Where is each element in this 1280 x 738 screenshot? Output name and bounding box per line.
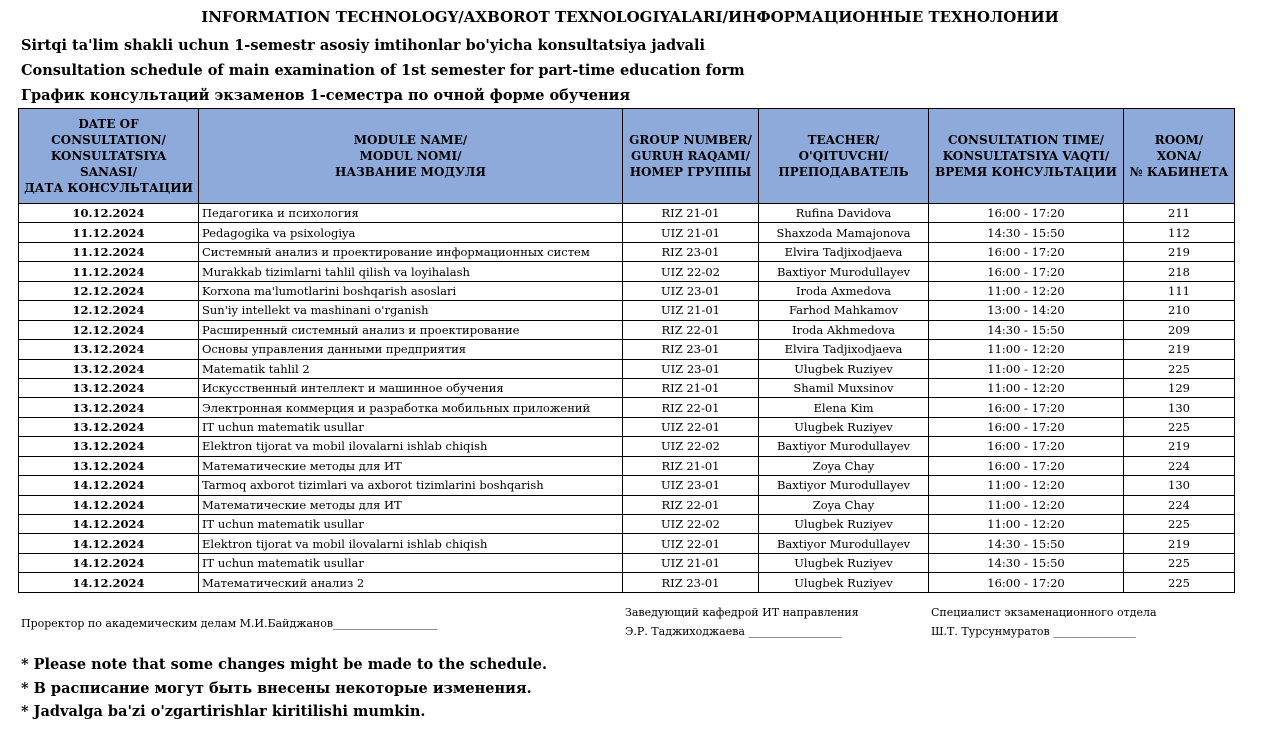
table-row bbox=[19, 534, 1235, 553]
header-line: ROOM/ bbox=[1154, 133, 1204, 147]
cell-time: 14:30 - 15:50 bbox=[929, 223, 1124, 242]
cell-room: 225 bbox=[1124, 417, 1235, 436]
cell-teacher: Shaxzoda Mamajonova bbox=[759, 223, 929, 242]
subtitle-ru: График консультаций экзаменов 1-семестра по очной форме обучения bbox=[21, 87, 631, 104]
cell-module: Искусственный интеллект и машинное обучения bbox=[199, 378, 623, 397]
cell-room: 225 bbox=[1124, 553, 1235, 572]
prorector-signature: Проректор по академическим делам М.И.Байджанов___________________ bbox=[21, 617, 438, 630]
table-row bbox=[19, 340, 1235, 359]
cell-module: Matematik tahlil 2 bbox=[199, 359, 623, 378]
header-line: ДАТА КОНСУЛЬТАЦИИ bbox=[24, 181, 193, 195]
cell-module: Murakkab tizimlarni tahlil qilish va loyihalash bbox=[199, 262, 623, 281]
cell-module: Elektron tijorat va mobil ilovalarni ishlab chiqish bbox=[199, 437, 623, 456]
cell-teacher: Elvira Tadjixodjaeva bbox=[759, 340, 929, 359]
table-row bbox=[19, 281, 1235, 300]
cell-date: 12.12.2024 bbox=[19, 281, 199, 300]
cell-module: IT uchun matematik usullar bbox=[199, 417, 623, 436]
table-row bbox=[19, 573, 1235, 592]
cell-room: 130 bbox=[1124, 398, 1235, 417]
cell-date: 10.12.2024 bbox=[19, 204, 199, 223]
cell-teacher: Iroda Akhmedova bbox=[759, 320, 929, 339]
cell-time: 16:00 - 17:20 bbox=[929, 437, 1124, 456]
cell-date: 13.12.2024 bbox=[19, 398, 199, 417]
table-row bbox=[19, 398, 1235, 417]
header-line: MODULE NAME/ bbox=[353, 133, 468, 147]
cell-time: 11:00 - 12:20 bbox=[929, 281, 1124, 300]
header-line: TEACHER/ bbox=[807, 133, 880, 147]
cell-group: RIZ 23-01 bbox=[623, 242, 759, 261]
cell-group: UIZ 22-02 bbox=[623, 437, 759, 456]
cell-module: Расширенный системный анализ и проектирование bbox=[199, 320, 623, 339]
table-row bbox=[19, 553, 1235, 572]
cell-group: UIZ 22-01 bbox=[623, 534, 759, 553]
schedule-table bbox=[18, 108, 1235, 593]
header-line: CONSULTATION TIME/ bbox=[948, 133, 1104, 147]
cell-room: 225 bbox=[1124, 573, 1235, 592]
cell-teacher: Ulugbek Ruziyev bbox=[759, 573, 929, 592]
cell-time: 16:00 - 17:20 bbox=[929, 573, 1124, 592]
cell-date: 13.12.2024 bbox=[19, 378, 199, 397]
cell-date: 11.12.2024 bbox=[19, 262, 199, 281]
cell-group: RIZ 22-01 bbox=[623, 320, 759, 339]
cell-date: 13.12.2024 bbox=[19, 456, 199, 475]
cell-teacher: Ulugbek Ruziyev bbox=[759, 417, 929, 436]
cell-date: 14.12.2024 bbox=[19, 553, 199, 572]
subtitle-uz: Sirtqi ta'lim shakli uchun 1-semestr asosiy imtihonlar bo'yicha konsultatsiya jadvali bbox=[21, 37, 706, 54]
cell-teacher: Zoya Chay bbox=[759, 495, 929, 514]
cell-teacher: Farhod Mahkamov bbox=[759, 301, 929, 320]
cell-time: 14:30 - 15:50 bbox=[929, 320, 1124, 339]
cell-time: 11:00 - 12:20 bbox=[929, 495, 1124, 514]
cell-teacher: Elvira Tadjixodjaeva bbox=[759, 242, 929, 261]
cell-date: 14.12.2024 bbox=[19, 476, 199, 495]
cell-time: 13:00 - 14:20 bbox=[929, 301, 1124, 320]
cell-time: 11:00 - 12:20 bbox=[929, 378, 1124, 397]
header-line: ПРЕПОДАВАТЕЛЬ bbox=[778, 165, 909, 179]
cell-group: UIZ 23-01 bbox=[623, 476, 759, 495]
cell-time: 16:00 - 17:20 bbox=[929, 262, 1124, 281]
cell-time: 11:00 - 12:20 bbox=[929, 359, 1124, 378]
table-row bbox=[19, 515, 1235, 534]
header-line: № КАБИНЕТА bbox=[1129, 165, 1229, 179]
cell-module: Математические методы для ИТ bbox=[199, 456, 623, 475]
cell-date: 12.12.2024 bbox=[19, 320, 199, 339]
cell-teacher: Rufina Davidova bbox=[759, 204, 929, 223]
cell-teacher: Elena Kim bbox=[759, 398, 929, 417]
header-teacher bbox=[759, 109, 929, 204]
cell-teacher: Ulugbek Ruziyev bbox=[759, 553, 929, 572]
cell-group: RIZ 23-01 bbox=[623, 573, 759, 592]
cell-room: 219 bbox=[1124, 534, 1235, 553]
cell-group: RIZ 21-01 bbox=[623, 456, 759, 475]
cell-time: 16:00 - 17:20 bbox=[929, 204, 1124, 223]
table-row bbox=[19, 204, 1235, 223]
cell-time: 14:30 - 15:50 bbox=[929, 553, 1124, 572]
cell-teacher: Baxtiyor Murodullayev bbox=[759, 262, 929, 281]
cell-date: 14.12.2024 bbox=[19, 495, 199, 514]
table-row bbox=[19, 378, 1235, 397]
cell-teacher: Ulugbek Ruziyev bbox=[759, 515, 929, 534]
cell-group: UIZ 22-01 bbox=[623, 417, 759, 436]
table-row bbox=[19, 456, 1235, 475]
head-title: Заведующий кафедрой ИТ направления bbox=[625, 606, 859, 619]
subtitle-en: Consultation schedule of main examination of 1st semester for part-time education form bbox=[21, 62, 745, 79]
table-row bbox=[19, 437, 1235, 456]
cell-room: 225 bbox=[1124, 515, 1235, 534]
header-line: O'QITUVCHI/ bbox=[798, 149, 889, 163]
cell-room: 219 bbox=[1124, 340, 1235, 359]
cell-date: 11.12.2024 bbox=[19, 223, 199, 242]
cell-group: RIZ 22-01 bbox=[623, 398, 759, 417]
cell-time: 11:00 - 12:20 bbox=[929, 340, 1124, 359]
header-line: MODUL NOMI/ bbox=[359, 149, 462, 163]
cell-room: 129 bbox=[1124, 378, 1235, 397]
cell-group: UIZ 21-01 bbox=[623, 223, 759, 242]
header-line: DATE OF CONSULTATION/ bbox=[51, 117, 166, 147]
cell-module: Korxona ma'lumotlarini boshqarish asoslari bbox=[199, 281, 623, 300]
cell-room: 130 bbox=[1124, 476, 1235, 495]
cell-module: Системный анализ и проектирование информационных систем bbox=[199, 242, 623, 261]
cell-room: 209 bbox=[1124, 320, 1235, 339]
cell-time: 16:00 - 17:20 bbox=[929, 242, 1124, 261]
cell-room: 112 bbox=[1124, 223, 1235, 242]
header-module bbox=[199, 109, 623, 204]
cell-group: RIZ 21-01 bbox=[623, 378, 759, 397]
header-line: KONSULTATSIYA SANASI/ bbox=[50, 149, 167, 179]
cell-room: 219 bbox=[1124, 437, 1235, 456]
cell-module: Электронная коммерция и разработка мобильных приложений bbox=[199, 398, 623, 417]
cell-time: 11:00 - 12:20 bbox=[929, 476, 1124, 495]
cell-date: 11.12.2024 bbox=[19, 242, 199, 261]
cell-teacher: Baxtiyor Murodullayev bbox=[759, 476, 929, 495]
table-row bbox=[19, 359, 1235, 378]
cell-room: 111 bbox=[1124, 281, 1235, 300]
cell-teacher: Baxtiyor Murodullayev bbox=[759, 534, 929, 553]
cell-date: 14.12.2024 bbox=[19, 573, 199, 592]
cell-date: 14.12.2024 bbox=[19, 534, 199, 553]
cell-date: 13.12.2024 bbox=[19, 437, 199, 456]
cell-group: RIZ 23-01 bbox=[623, 340, 759, 359]
cell-module: Педагогика и психология bbox=[199, 204, 623, 223]
cell-teacher: Ulugbek Ruziyev bbox=[759, 359, 929, 378]
cell-module: IT uchun matematik usullar bbox=[199, 515, 623, 534]
table-row bbox=[19, 242, 1235, 261]
cell-module: Основы управления данными предприятия bbox=[199, 340, 623, 359]
table-row bbox=[19, 495, 1235, 514]
cell-date: 12.12.2024 bbox=[19, 301, 199, 320]
note-en: * Please note that some changes might be made to the schedule. bbox=[21, 656, 547, 673]
table-row bbox=[19, 417, 1235, 436]
cell-group: RIZ 22-01 bbox=[623, 495, 759, 514]
head-signature: Э.Р. Таджиходжаева _________________ bbox=[625, 625, 842, 638]
cell-group: UIZ 21-01 bbox=[623, 301, 759, 320]
table-row bbox=[19, 301, 1235, 320]
table-row bbox=[19, 476, 1235, 495]
header-time bbox=[929, 109, 1124, 204]
cell-room: 219 bbox=[1124, 242, 1235, 261]
page-title: INFORMATION TECHNOLOGY/AXBOROT TEXNOLOGIYALARI/ИНФОРМАЦИОННЫЕ ТЕХНОЛОНИИ bbox=[201, 8, 1059, 26]
cell-teacher: Iroda Axmedova bbox=[759, 281, 929, 300]
header-group bbox=[623, 109, 759, 204]
table-row bbox=[19, 262, 1235, 281]
cell-module: Tarmoq axborot tizimlari va axborot tizimlarini boshqarish bbox=[199, 476, 623, 495]
header-line: GROUP NUMBER/ bbox=[629, 133, 752, 147]
cell-group: UIZ 23-01 bbox=[623, 359, 759, 378]
cell-time: 16:00 - 17:20 bbox=[929, 398, 1124, 417]
cell-room: 224 bbox=[1124, 495, 1235, 514]
cell-time: 14:30 - 15:50 bbox=[929, 534, 1124, 553]
header-line: KONSULTATSIYA VAQTI/ bbox=[942, 149, 1110, 163]
cell-teacher: Shamil Muxsinov bbox=[759, 378, 929, 397]
header-line: НАЗВАНИЕ МОДУЛЯ bbox=[334, 165, 487, 179]
cell-time: 16:00 - 17:20 bbox=[929, 417, 1124, 436]
header-line: XONA/ bbox=[1156, 149, 1202, 163]
specialist-signature: Ш.Т. Турсунмуратов _______________ bbox=[931, 625, 1136, 638]
cell-module: Sun'iy intellekt va mashinani o'rganish bbox=[199, 301, 623, 320]
table-row bbox=[19, 320, 1235, 339]
cell-date: 13.12.2024 bbox=[19, 359, 199, 378]
cell-group: UIZ 22-02 bbox=[623, 515, 759, 534]
header-room bbox=[1124, 109, 1235, 204]
cell-date: 13.12.2024 bbox=[19, 340, 199, 359]
cell-module: Pedagogika va psixologiya bbox=[199, 223, 623, 242]
cell-teacher: Baxtiyor Murodullayev bbox=[759, 437, 929, 456]
cell-room: 224 bbox=[1124, 456, 1235, 475]
cell-time: 11:00 - 12:20 bbox=[929, 515, 1124, 534]
cell-teacher: Zoya Chay bbox=[759, 456, 929, 475]
note-uz: * Jadvalga ba'zi o'zgartirishlar kiritilishi mumkin. bbox=[21, 703, 426, 720]
cell-room: 218 bbox=[1124, 262, 1235, 281]
cell-group: UIZ 23-01 bbox=[623, 281, 759, 300]
cell-room: 211 bbox=[1124, 204, 1235, 223]
header-date bbox=[19, 109, 199, 204]
note-ru: * В расписание могут быть внесены некоторые изменения. bbox=[21, 680, 532, 697]
cell-date: 14.12.2024 bbox=[19, 515, 199, 534]
cell-module: Elektron tijorat va mobil ilovalarni ishlab chiqish bbox=[199, 534, 623, 553]
cell-group: RIZ 21-01 bbox=[623, 204, 759, 223]
header-line: ВРЕМЯ КОНСУЛЬТАЦИИ bbox=[935, 165, 1117, 179]
cell-group: UIZ 21-01 bbox=[623, 553, 759, 572]
cell-module: Математические методы для ИТ bbox=[199, 495, 623, 514]
table-header-row bbox=[19, 109, 1235, 204]
cell-room: 225 bbox=[1124, 359, 1235, 378]
cell-date: 13.12.2024 bbox=[19, 417, 199, 436]
cell-time: 16:00 - 17:20 bbox=[929, 456, 1124, 475]
header-line: НОМЕР ГРУППЫ bbox=[629, 165, 752, 179]
cell-group: UIZ 22-02 bbox=[623, 262, 759, 281]
cell-module: Математический анализ 2 bbox=[199, 573, 623, 592]
header-line: GURUH RAQAMI/ bbox=[631, 149, 750, 163]
cell-room: 210 bbox=[1124, 301, 1235, 320]
specialist-title: Специалист экзаменационного отдела bbox=[931, 606, 1157, 619]
cell-module: IT uchun matematik usullar bbox=[199, 553, 623, 572]
table-row bbox=[19, 223, 1235, 242]
